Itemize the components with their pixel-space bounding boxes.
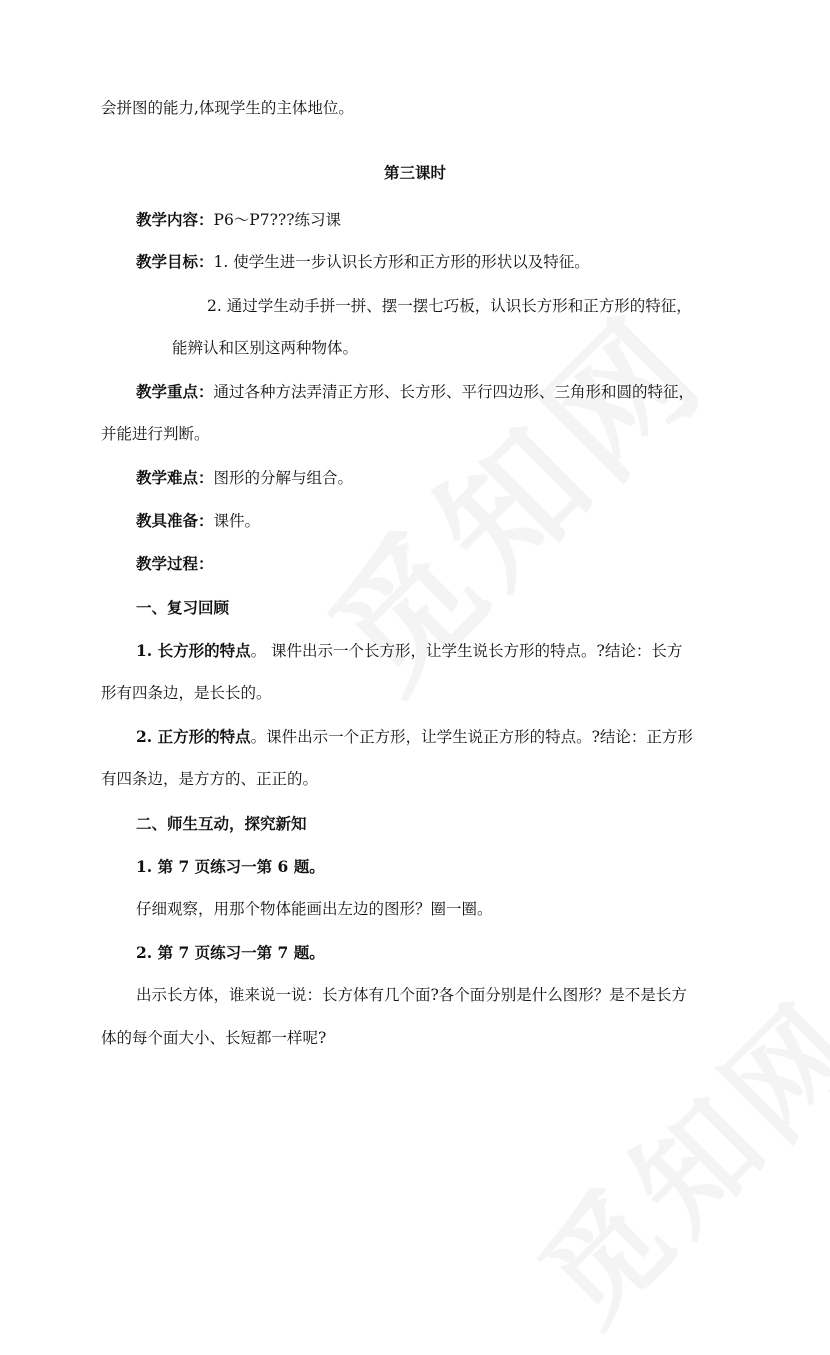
section-title: 第三课时 — [383, 163, 446, 182]
exercise-text-cont: 体的每个面大小、长短都一样呢? — [101, 1029, 327, 1047]
hard-row — [136, 470, 353, 487]
goal-row — [136, 254, 590, 271]
goal-item-2: 2. 通过学生动手拼一拼、摆一摆七巧板，认识长方形和正方形的特征， — [207, 297, 692, 315]
item-text-cont: 有四条边，是方方的、正正的。 — [101, 770, 319, 788]
paragraph-line: 会拼图的能力,体现学生的主体地位。 — [101, 99, 354, 117]
prep-text: 课件。 — [213, 512, 261, 530]
content-label: 教学内容： — [136, 210, 214, 229]
exercise-text: 出示长方体，谁来说一说：长方体有几个面?各个面分别是什么图形？是不是长方 — [136, 986, 687, 1004]
section-heading: 一、复习回顾 — [136, 598, 230, 617]
item-row — [136, 729, 693, 746]
prep-row — [136, 513, 260, 530]
exercise-text: 仔细观察，用那个物体能画出左边的图形？圈一圈。 — [136, 900, 493, 918]
exercise-heading: 1. 第 7 页练习一第 6 题。 — [136, 857, 325, 876]
section-heading: 二、师生互动，探究新知 — [136, 814, 307, 833]
exercise-heading: 2. 第 7 页练习一第 7 题。 — [136, 943, 325, 962]
key-text: 通过各种方法弄清正方形、长方形、平行四边形、三角形和圆的特征， — [213, 383, 695, 401]
content-row — [136, 212, 341, 229]
goal-item-2-cont: 能辨认和区别这两种物体。 — [172, 339, 359, 357]
hard-label: 教学难点： — [136, 468, 214, 487]
process-label: 教学过程： — [136, 554, 214, 573]
key-label: 教学重点： — [136, 382, 214, 401]
item-text-cont: 形有四条边，是长长的。 — [101, 684, 272, 702]
prep-label: 教具准备： — [136, 511, 214, 530]
goal-item-1: 1. 使学生进一步认识长方形和正方形的形状以及特征。 — [213, 253, 590, 271]
item-label: 2. 正方形的特点 — [136, 727, 251, 746]
content-text: P6～P7???练习课 — [213, 211, 342, 229]
key-text-cont: 并能进行判断。 — [101, 425, 210, 443]
item-text: 。课件出示一个正方形，让学生说正方形的特点。?结论：正方形 — [250, 728, 693, 746]
item-label: 1. 长方形的特点 — [136, 641, 251, 660]
item-text: 。 课件出示一个长方形，让学生说长方形的特点。?结论：长方 — [250, 642, 683, 660]
item-row — [136, 643, 682, 660]
goal-label: 教学目标： — [136, 252, 214, 271]
key-row — [136, 384, 694, 401]
hard-text: 图形的分解与组合。 — [213, 469, 354, 487]
watermark — [496, 957, 830, 1354]
